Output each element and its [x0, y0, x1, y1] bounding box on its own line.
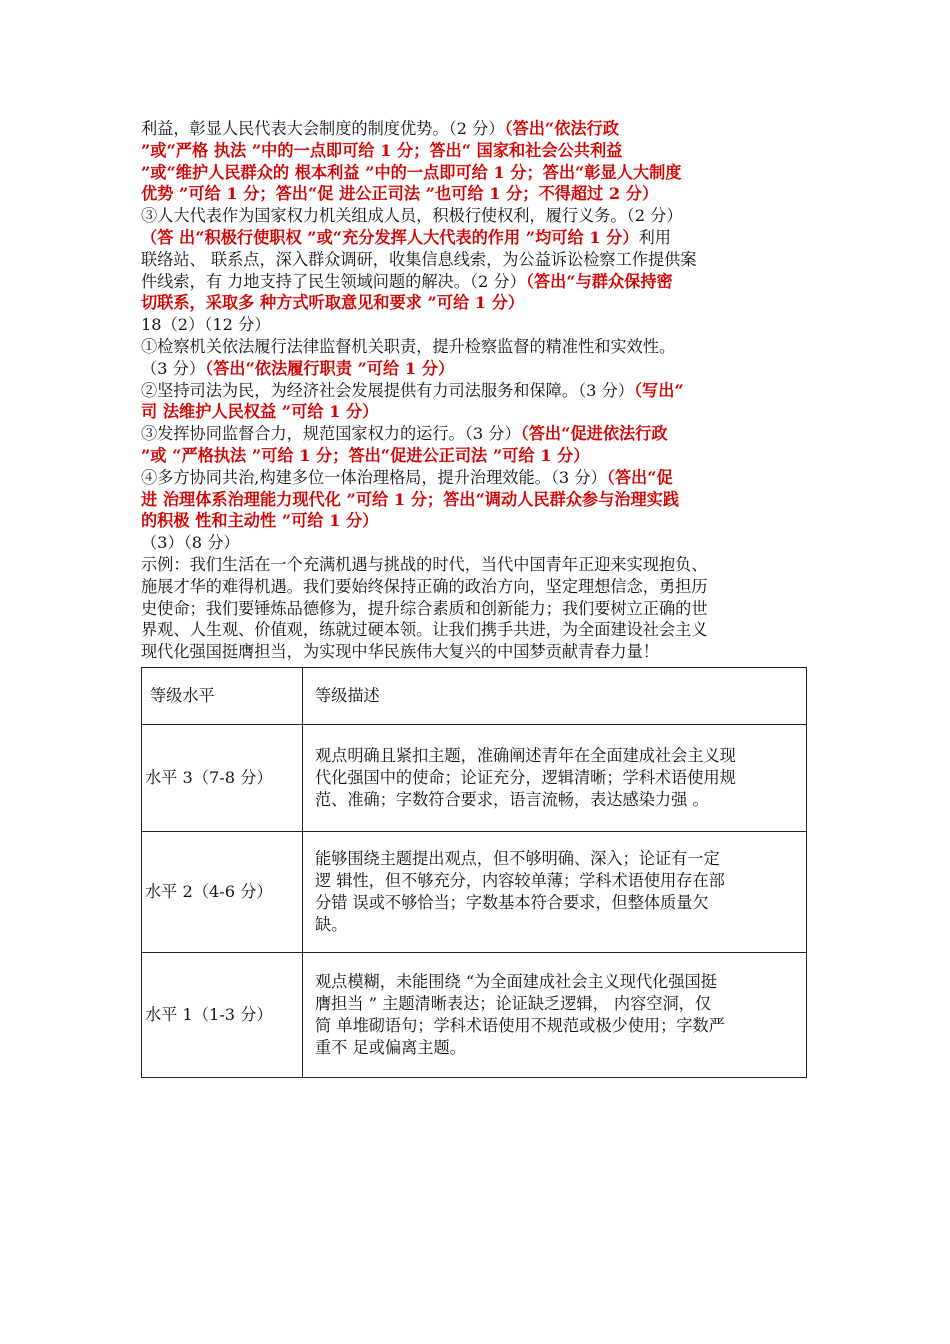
level-cell: 水平 1（1-3 分） [142, 952, 303, 1077]
text-line [141, 598, 809, 620]
answer-text: ②坚持司法为民，为经济社会发展提供有力司法服务和保障。（3 分） [141, 380, 634, 400]
text-line [141, 510, 809, 532]
description-cell [303, 831, 807, 952]
text-line [141, 227, 809, 249]
scoring-note: ”或“维护人民群众的 根本利益 ”中的一点即可给 1 分；答出“彰显人大制度 [141, 162, 682, 182]
text-line [141, 641, 809, 663]
scoring-note: ”或“严格 执法 ”中的一点即可给 1 分；答出“ 国家和社会公共利益 [141, 140, 623, 160]
header-level: 等级水平 [142, 667, 303, 724]
text-line [141, 489, 809, 511]
grading-rubric-table [141, 667, 807, 1078]
scoring-note: （答出“促 [606, 467, 673, 487]
scoring-note: 优势 ”可给 1 分；答出“促 进公正司法 ”也可给 1 分；不得超过 2 分） [141, 184, 659, 204]
scoring-note: （答出“促进依法行政 [520, 424, 668, 444]
description-line: 逻 辑性，但不够充分，内容较单薄；学科术语使用存在部 [315, 870, 725, 890]
scoring-note: （答出“依法行政 [504, 119, 619, 138]
level-cell: 水平 3（7-8 分） [142, 724, 303, 831]
text-line [141, 205, 809, 227]
scoring-note: 进 治理体系治理能力现代化 ”可给 1 分；答出“调动人民群众参与治理实践 [141, 489, 680, 509]
scoring-note: 司 法维护人民权益 ”可给 1 分） [141, 402, 379, 422]
description-cell [303, 724, 807, 831]
scoring-note: （写出“ [633, 380, 684, 400]
level-cell: 水平 2（4-6 分） [142, 831, 303, 952]
text-line [141, 423, 809, 445]
text-line [141, 314, 809, 336]
answer-text: 示例：我们生活在一个充满机遇与挑战的时代，当代中国青年正迎来实现抱负、 [141, 554, 708, 574]
text-line [141, 467, 809, 489]
answer-text: ③发挥协同监督合力，规范国家权力的运行。（3 分） [141, 424, 521, 444]
table-row [142, 724, 807, 831]
answer-text: ③人大代表作为国家权力机关组成人员，积极行使权利，履行义务。（2 分） [141, 206, 683, 226]
text-line [141, 619, 809, 641]
text-line [141, 358, 809, 380]
description-cell [303, 952, 807, 1077]
text-line [141, 183, 809, 205]
scoring-note: （答出“依法履行职责 ”可给 1 分） [205, 358, 455, 378]
description-line: 观点模糊，未能围绕 “为全面建成社会主义现代化强国挺 [315, 971, 717, 991]
answer-text: 联络站、 联系点，深入群众调研，收集信息线索，为公益诉讼检察工作提供案 [141, 249, 697, 269]
scoring-note: （答 出“积极行使职权 ”或“充分发挥人大代表的作用 ”均可给 1 分） [141, 227, 639, 247]
description-line: 范、准确；字数符合要求，语言流畅，表达感染力强 。 [315, 789, 709, 809]
answer-text: 现代化强国挺膺担当，为实现中华民族伟大复兴的中国梦贡献青春力量！ [141, 642, 659, 662]
answer-document [141, 118, 809, 1078]
table-row [142, 952, 807, 1077]
header-description: 等级描述 [303, 667, 807, 724]
scoring-note: （答出“与群众保持密 [525, 271, 673, 291]
description-line: 分错 误或不够恰当；字数基本符合要求，但整体质量欠 [315, 892, 709, 912]
text-line [141, 401, 809, 423]
answer-text: 18（2）（12 分） [141, 315, 271, 335]
text-line [141, 118, 809, 140]
description-line: 能够围绕主题提出观点，但不够明确、深入；论证有一定 [315, 848, 720, 868]
table-row [142, 831, 807, 952]
description-line: 膺担当 ” 主题清晰表达；论证缺乏逻辑， 内容空洞，仅 [315, 993, 712, 1013]
answer-text: 施展才华的难得机遇。我们要始终保持正确的政治方向，坚定理想信念，勇担历 [141, 576, 708, 596]
scoring-note: 的积极 性和主动性 ”可给 1 分） [141, 511, 379, 531]
text-line [141, 336, 809, 358]
text-line [141, 271, 809, 293]
text-line [141, 292, 809, 314]
text-line [141, 140, 809, 162]
text-line [141, 445, 809, 467]
answer-text: ①检察机关依法履行法律监督机关职责，提升检察监督的精准性和实效性。 [141, 336, 676, 356]
text-line [141, 554, 809, 576]
text-line [141, 380, 809, 402]
description-line: 简 单堆砌语句；学科术语使用不规范或极少使用；字数严 [315, 1015, 725, 1035]
description-line: 代化强国中的使命；论证充分，逻辑清晰；学科术语使用规 [315, 767, 736, 787]
answer-text: ④多方协同共治,构建多位一体治理格局，提升治理效能。（3 分） [141, 467, 607, 487]
description-line: 观点明确且紧扣主题，准确阐述青年在全面建成社会主义现 [315, 745, 736, 765]
answer-text: 件线索，有 力地支持了民生领域问题的解决。（2 分） [141, 271, 526, 291]
text-line [141, 249, 809, 271]
text-line [141, 162, 809, 184]
answer-text: （3 分） [141, 358, 206, 378]
answer-text: 利益，彰显人民代表大会制度的制度优势。（2 分） [141, 119, 505, 138]
description-line: 重不 足或偏离主题。 [315, 1037, 466, 1057]
answer-text: 利用 [638, 227, 671, 247]
answer-text: （3）（8 分） [141, 533, 240, 553]
text-line [141, 532, 809, 554]
description-line: 缺。 [315, 914, 348, 934]
text-line [141, 576, 809, 598]
answer-text: 界观、人生观、价值观，练就过硬本领。让我们携手共进，为全面建设社会主义 [141, 620, 708, 640]
answer-text: 史使命；我们要锤炼品德修为，提升综合素质和创新能力；我们要树立正确的世 [141, 598, 708, 618]
answer-text-block [141, 118, 809, 663]
table-header-row [142, 667, 807, 724]
scoring-note: ”或 “严格执法 ”可给 1 分；答出“促进公正司法 ”可给 1 分） [141, 445, 590, 465]
scoring-note: 切联系，采取多 种方式听取意见和要求 ”可给 1 分） [141, 293, 525, 313]
